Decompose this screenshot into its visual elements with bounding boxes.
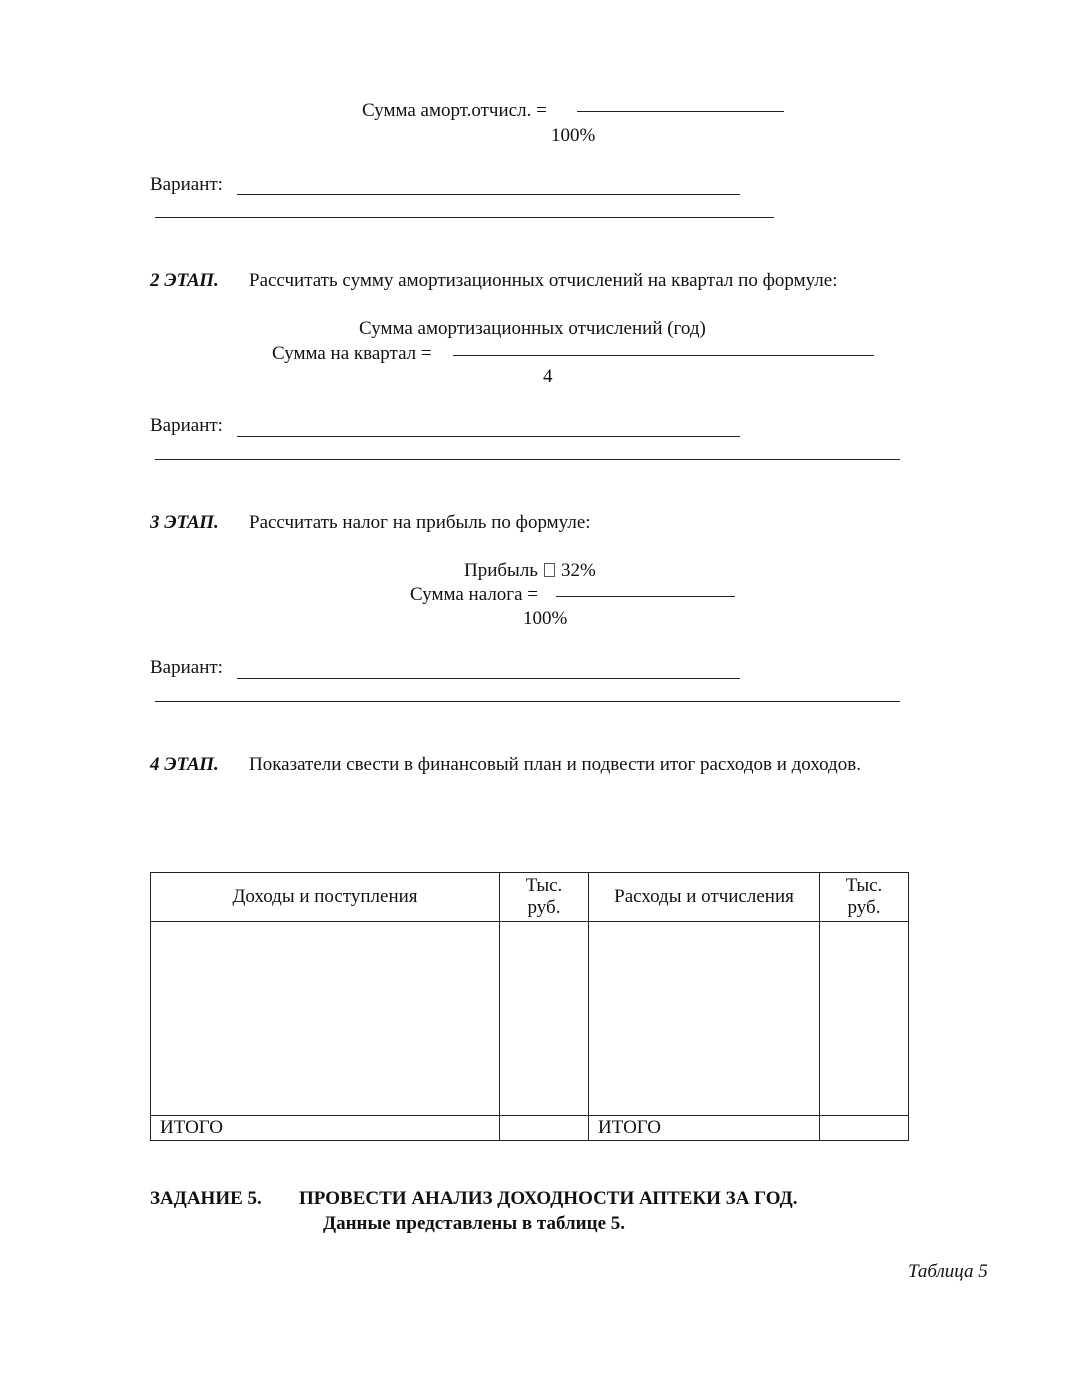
stage2-label: Сумма на квартал = [272,343,432,364]
stage3-numerator-left: Прибыль [464,560,538,581]
formula1-label: Сумма аморт.отчисл. = [362,100,547,121]
variant-label-2: Вариант: [150,415,223,436]
table-header-income-units: Тыс. руб. [500,873,589,922]
stage3-fraction-line [556,596,735,597]
stage4-title: 4 ЭТАП. [150,754,219,775]
multiply-symbol-icon [544,563,555,577]
table-total-row [151,1116,909,1141]
financial-plan-table [150,872,909,1141]
table-row [151,922,909,1116]
variant-blank-1[interactable] [237,194,740,195]
stage3-label: Сумма налога = [410,584,538,605]
variant-blank-3[interactable] [237,678,740,679]
stage4-text: Показатели свести в финансовый план и подвести итог расходов и доходов. [249,754,861,775]
variant-label-1: Вариант: [150,174,223,195]
income-cell[interactable] [151,922,500,1116]
stage2-denominator: 4 [543,366,553,387]
stage3-numerator [464,560,596,582]
variant-label-3: Вариант: [150,657,223,678]
stage3-text: Рассчитать налог на прибыль по формуле: [249,512,591,533]
total-income-label: ИТОГО [151,1116,500,1141]
task5-title: ЗАДАНИЕ 5. [150,1188,262,1209]
table-header-income: Доходы и поступления [151,873,500,922]
table-header-row [151,873,909,922]
formula1-fraction-line [577,111,784,112]
table-caption: Таблица 5 [908,1261,988,1282]
task5-heading: ПРОВЕСТИ АНАЛИЗ ДОХОДНОСТИ АПТЕКИ ЗА ГОД. [299,1188,798,1209]
task5-subheading: Данные представлены в таблице 5. [323,1213,626,1234]
stage2-text: Рассчитать сумму амортизационных отчислений на квартал по формуле: [249,270,838,291]
expenses-units-cell[interactable] [820,922,909,1116]
table-header-expenses: Расходы и отчисления [589,873,820,922]
variant-blank-2[interactable] [237,436,740,437]
stage3-denominator: 100% [523,608,568,629]
total-expenses-label: ИТОГО [589,1116,820,1141]
income-units-cell[interactable] [500,922,589,1116]
total-income-value[interactable] [500,1116,589,1141]
stage3-numerator-right: 32% [560,560,596,581]
variant-blank-1b[interactable] [155,217,774,218]
stage3-title: 3 ЭТАП. [150,512,219,533]
stage2-title: 2 ЭТАП. [150,270,219,291]
variant-blank-3b[interactable] [155,701,900,702]
variant-blank-2b[interactable] [155,459,900,460]
total-expenses-value[interactable] [820,1116,909,1141]
stage2-fraction-line [453,355,874,356]
table-header-expenses-units: Тыс. руб. [820,873,909,922]
stage2-numerator: Сумма амортизационных отчислений (год) [359,318,706,339]
expenses-cell[interactable] [589,922,820,1116]
formula1-denominator: 100% [551,125,596,146]
